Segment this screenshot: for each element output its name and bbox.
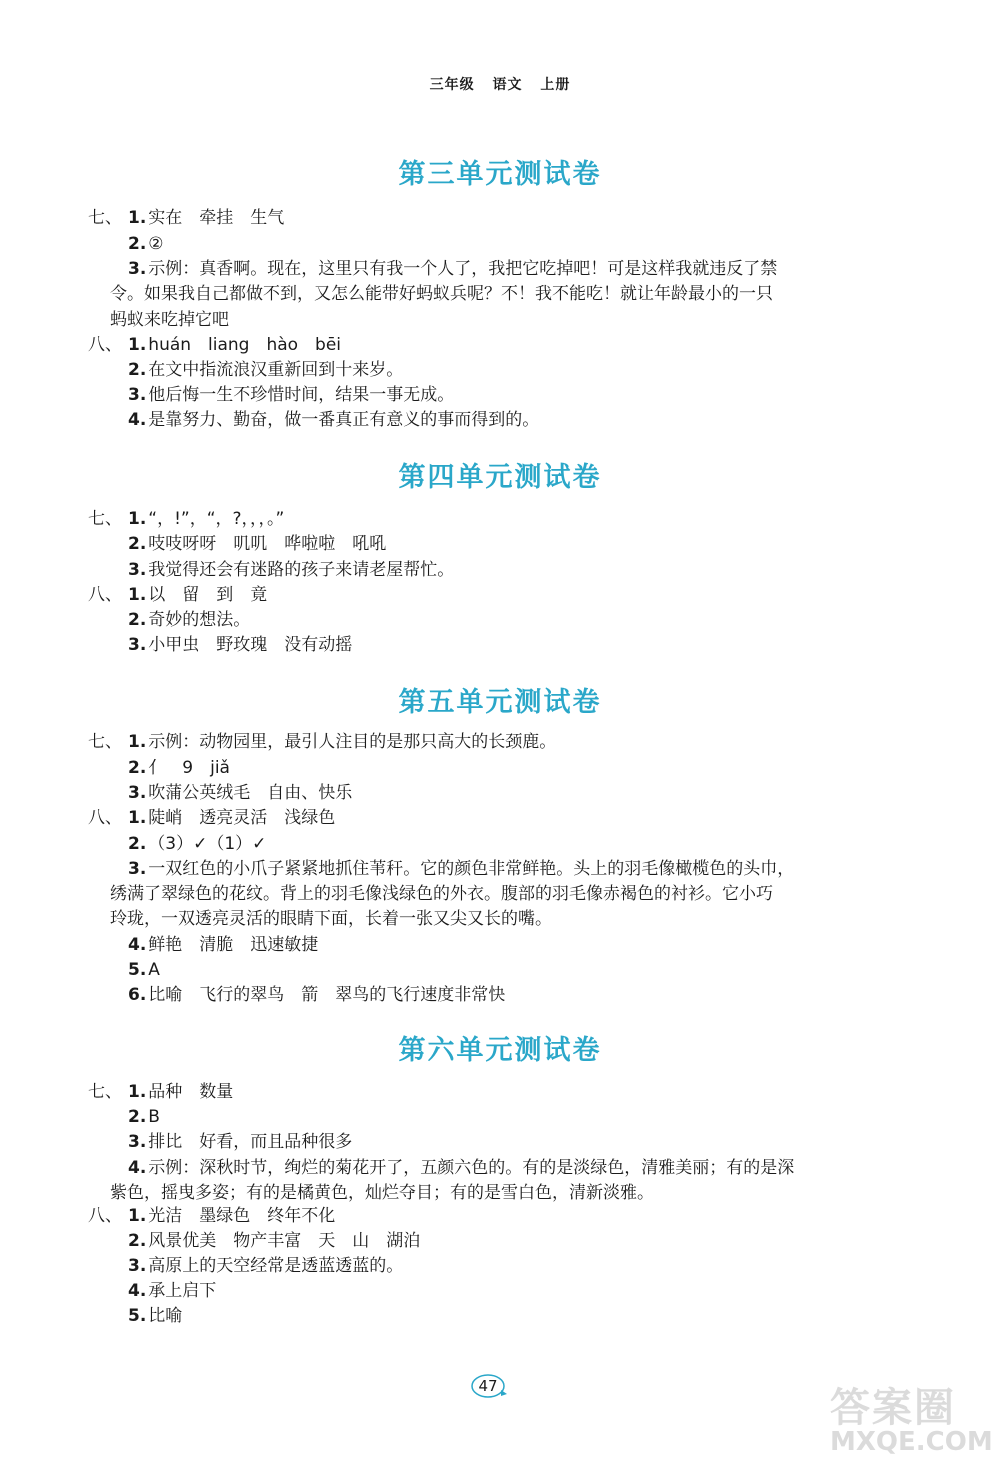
answer-line [128,782,352,804]
answer-line-continued: 蚂蚁来吃掉它吧 [110,310,229,330]
section-title-unit6: 第六单元测试卷 [398,1035,602,1066]
question-number: 2. [128,534,147,554]
answer-line [128,559,454,581]
header-grade: 三年级 [429,77,475,93]
answer-line [128,233,164,255]
section-title-unit5: 第五单元测试卷 [398,687,602,718]
question-number: 2. [128,1107,147,1127]
answer-text: 示例：动物园里，最引人注目的是那只高大的长颈鹿。 [148,732,557,752]
page-number-text: 47 [478,1377,498,1395]
answer-line [128,757,230,779]
answer-line [128,258,777,280]
question-number: 3. [128,859,147,879]
watermark-logo: 答案圈 [830,1385,956,1431]
answer-text: 吱吱呀呀 叽叽 哗啦啦 吼吼 [148,534,387,554]
question-number: 1. [128,1082,147,1102]
question-number: 4. [128,1158,147,1178]
answer-text: 一双红色的小爪子紧紧地抓住苇秆。它的颜色非常鲜艳。头上的羽毛像橄榄色的头巾， [148,859,795,879]
answer-text: 承上启下 [148,1281,217,1301]
answer-line [128,1305,182,1327]
question-group-label: 八、 [88,1206,122,1226]
answer-line [128,984,505,1006]
answer-line [128,609,250,631]
question-number: 3. [128,635,147,655]
answer-text: 是靠努力、勤奋，做一番真正有意义的事而得到的。 [148,410,540,430]
answer-text: （3）✓（1）✓ [148,834,267,854]
question-number: 6. [128,985,147,1005]
answer-text: 示例：真香啊。现在，这里只有我一个人了，我把它吃掉吧！可是这样我就违反了禁 [148,259,778,279]
answer-text: 吹蒲公英绒毛 自由、快乐 [148,783,353,803]
answer-text: 光洁 墨绿色 终年不化 [148,1206,336,1226]
header-subject: 语文 [492,77,523,93]
answer-line [128,1157,794,1179]
question-number: 1. [128,1206,147,1226]
question-number: 4. [128,410,147,430]
answer-line [128,409,539,431]
question-group-label: 七、 [88,208,122,228]
question-group-label: 八、 [88,585,122,605]
question-group-label: 七、 [88,1082,122,1102]
page-header [0,74,1000,94]
question-group-label: 七、 [88,732,122,752]
answer-line [128,858,794,880]
answer-line [128,1106,160,1128]
question-number: 1. [128,808,147,828]
question-group-label: 七、 [88,509,122,529]
question-number: 4. [128,1281,147,1301]
answer-text: 陡峭 透亮灵活 浅绿色 [148,808,336,828]
answer-text: 实在 牵挂 生气 [148,208,285,228]
section-title-unit3: 第三单元测试卷 [398,159,602,190]
answer-text: 以 留 到 竟 [148,585,268,605]
question-number: 2. [128,610,147,630]
answer-line [128,1131,352,1153]
answer-line [128,833,266,855]
question-number: 1. [128,585,147,605]
answer-text: 高原上的天空经常是透蓝透蓝的。 [148,1256,404,1276]
question-number: 1. [128,509,147,529]
question-number: 5. [128,1306,147,1326]
question-group-label: 八、 [88,808,122,828]
answer-text: 他后悔一生不珍惜时间，结果一事无成。 [148,385,455,405]
answer-line [128,959,160,981]
question-number: 3. [128,783,147,803]
section-title-unit4: 第四单元测试卷 [398,462,602,493]
answer-text: 鲜艳 清脆 迅速敏捷 [148,935,319,955]
question-number: 3. [128,1256,147,1276]
question-number: 1. [128,732,147,752]
answer-line [128,359,403,381]
answer-text: 奇妙的想法。 [148,610,251,630]
answer-line-continued: 紫色，摇曳多姿；有的是橘黄色，灿烂夺目；有的是雪白色，清新淡雅。 [110,1183,654,1203]
answer-text: 品种 数量 [148,1082,234,1102]
answer-line-continued: 绣满了翠绿色的花纹。背上的羽毛像浅绿色的外衣。腹部的羽毛像赤褐色的衬衫。它小巧 [110,884,773,904]
answer-text: 示例：深秋时节，绚烂的菊花开了，五颜六色的。有的是淡绿色，清雅美丽；有的是深 [148,1158,795,1178]
question-number: 3. [128,1132,147,1152]
answer-text: huán liang hào bēi [148,335,342,355]
answer-line [128,384,454,406]
question-number: 3. [128,560,147,580]
question-number: 2. [128,360,147,380]
answer-text: 比喻 飞行的翠鸟 箭 翠鸟的飞行速度非常快 [148,985,506,1005]
answer-text: 小甲虫 野玫瑰 没有动摇 [148,635,353,655]
page-number [468,1372,508,1400]
answer-text: 排比 好看，而且品种很多 [148,1132,353,1152]
watermark [830,1376,993,1457]
answer-line [128,1230,420,1252]
answer-text: 亻 9 jiǎ [148,758,230,778]
answer-line [128,1255,403,1277]
answer-line [128,634,352,656]
answer-line-continued: 令。如果我自己都做不到，又怎么能带好蚂蚁兵呢？不！我不能吃！就让年龄最小的一只 [110,284,773,304]
question-number: 2. [128,758,147,778]
question-number: 2. [128,1231,147,1251]
answer-text: B [148,1107,160,1127]
question-number: 3. [128,259,147,279]
answer-text: 我觉得还会有迷路的孩子来请老屋帮忙。 [148,560,455,580]
question-number: 5. [128,960,147,980]
answer-line [128,934,318,956]
question-group-label: 八、 [88,335,122,355]
answer-text: 比喻 [148,1306,183,1326]
header-volume: 上册 [540,77,571,93]
question-number: 1. [128,208,147,228]
answer-text: A [148,960,160,980]
question-number: 4. [128,935,147,955]
question-number: 3. [128,385,147,405]
answer-line [128,1280,216,1302]
watermark-url: MXQE.COM [830,1427,993,1457]
answer-text: 风景优美 物产丰富 天 山 湖泊 [148,1231,421,1251]
question-number: 2. [128,834,147,854]
answer-line-continued: 玲珑，一双透亮灵活的眼睛下面，长着一张又尖又长的嘴。 [110,909,552,929]
answer-line [128,533,386,555]
answer-text: 在文中指流浪汉重新回到十来岁。 [148,360,404,380]
answer-text: ② [148,234,164,254]
answer-text: “，!”，“，?，，，。” [148,509,285,529]
question-number: 1. [128,335,147,355]
question-number: 2. [128,234,147,254]
